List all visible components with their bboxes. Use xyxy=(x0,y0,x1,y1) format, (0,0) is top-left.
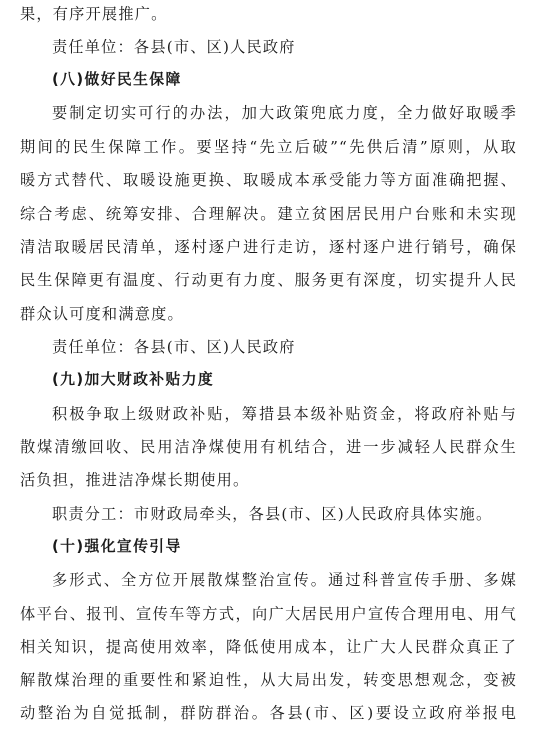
paragraph-line: 解散煤治理的重要性和紧迫性，从大局出发，转变思想观念，变被 xyxy=(20,671,517,689)
paragraph-line: 动整治为自觉抵制，群防群治。各县(市、区)要设立政府举报电 xyxy=(20,704,517,722)
paragraph-line: 清洁取暖居民清单，逐村逐户进行走访，逐村逐户进行销号，确保 xyxy=(20,238,517,256)
responsibility-line: 责任单位：各县(市、区)人民政府 xyxy=(52,38,296,56)
section-heading-9: (九)加大财政补贴力度 xyxy=(52,371,215,388)
paragraph-line: 群众认可度和满意度。 xyxy=(20,305,184,323)
paragraph-line: 综合考虑、统筹安排、合理解决。建立贫困居民用户台账和未实现 xyxy=(20,205,517,223)
paragraph-line: 要制定切实可行的办法，加大政策兜底力度，全力做好取暖季 xyxy=(52,104,517,122)
paragraph-line: 期间的民生保障工作。要坚持“先立后破”“先供后清”原则，从取 xyxy=(20,138,517,156)
paragraph-line: 相关知识，提高使用效率，降低使用成本，让广大人民群众真正了 xyxy=(20,638,517,656)
paragraph-line: 暖方式替代、取暖设施更换、取暖成本承受能力等方面准确把握、 xyxy=(20,171,517,189)
responsibility-line: 职责分工：市财政局牵头，各县(市、区)人民政府具体实施。 xyxy=(52,505,493,523)
paragraph-line: 活负担，推进洁净煤长期使用。 xyxy=(20,471,250,489)
paragraph-line: 积极争取上级财政补贴，筹措县本级补贴资金，将政府补贴与 xyxy=(52,405,517,423)
section-heading-8: (八)做好民生保障 xyxy=(52,71,182,88)
paragraph-line: 散煤清缴回收、民用洁净煤使用有机结合，进一步减轻人民群众生 xyxy=(20,438,517,456)
text-line: 果，有序开展推广。 xyxy=(20,5,168,23)
paragraph-line: 民生保障更有温度、行动更有力度、服务更有深度，切实提升人民 xyxy=(20,271,517,289)
paragraph-line: 体平台、报刊、宣传车等方式，向广大居民用户宣传合理用电、用气 xyxy=(20,605,517,623)
paragraph-line: 多形式、全方位开展散煤整治宣传。通过科普宣传手册、多媒 xyxy=(52,571,517,589)
section-heading-10: (十)强化宣传引导 xyxy=(52,538,182,555)
responsibility-line: 责任单位：各县(市、区)人民政府 xyxy=(52,338,296,356)
